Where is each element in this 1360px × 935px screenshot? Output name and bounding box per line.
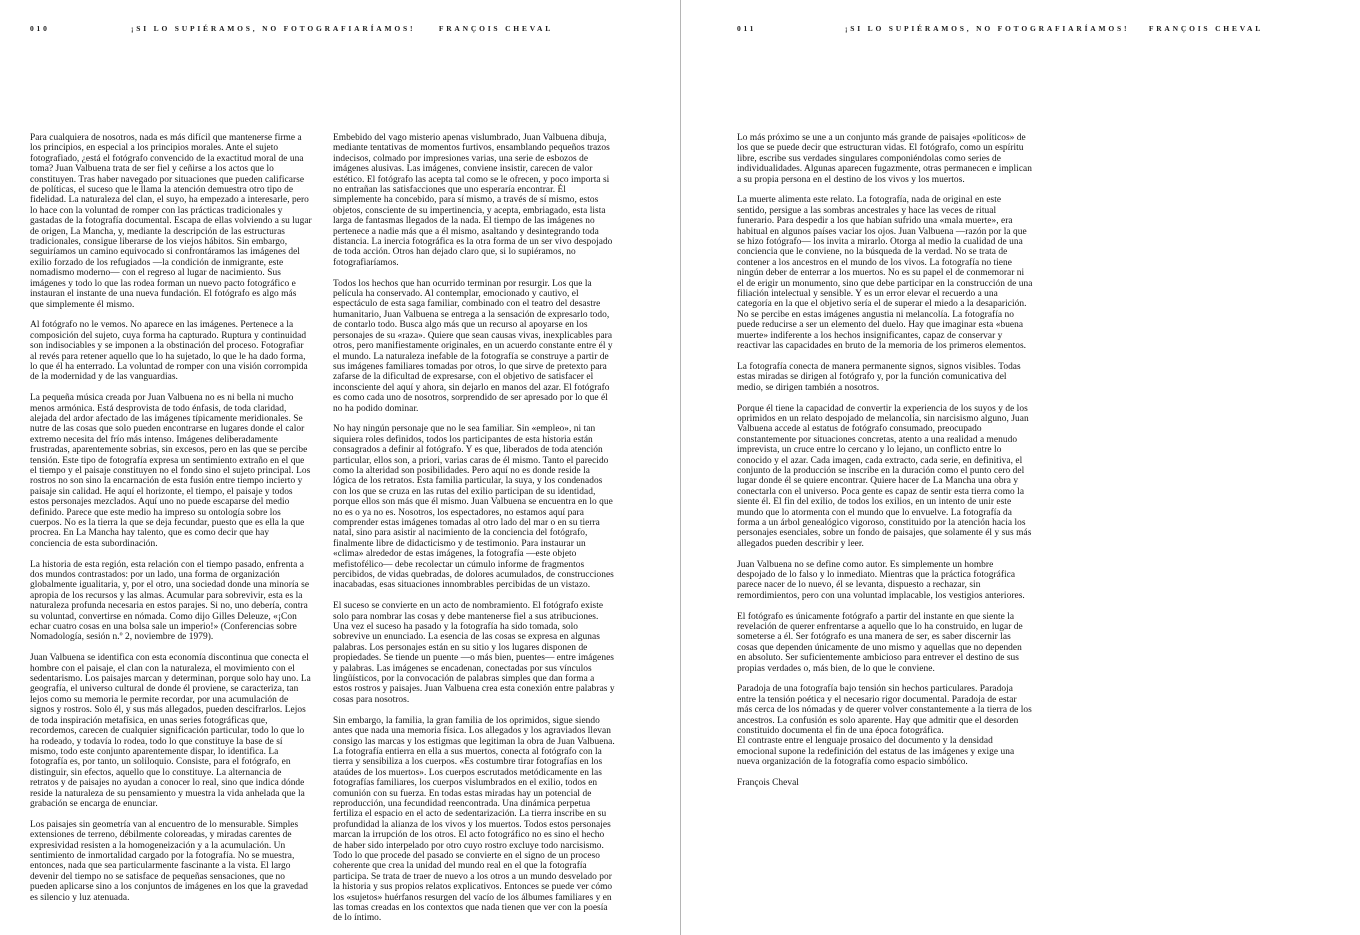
paragraph: El fotógrafo es únicamente fotógrafo a partir del instante en que siente la revelación de querer enfrentarse a aquello que lo ha construido, en lugar de someterse a él. Ser fotógrafo es una manera de ser, es saber discernir las cosas que dependen únicamente de uno mismo y aquellas que no dependen en absoluto. Ser suficientemente ambicioso para entrever el destino de sus propias verdades o, más bien, de lo que le conviene.	[737, 611, 1023, 674]
paragraph: Sin embargo, la familia, la gran familia de los oprimidos, sigue siendo antes que nada una memoria física. Los allegados y los agraviados llevan consigo las marcas y los estigmas que legitiman la obra de Juan Valbuena. La fotografía entierra en ella a sus muertos, conecta al fotógrafo con la tierra y sensibiliza a los cuerpos. «Es costumbre tirar fotografías en los ataúdes de los muertos». Los cuerpos escrutados metódicamente en las fotografías familiares, los cuerpos vislumbrados en el exilio, todos en comunión con su fuerza. En todas estas miradas hay un potencial de reproducción, una fecundidad reencontrada. Una dinámica perpetua fertiliza el espacio en el acto de sedentarización. La tierra inscribe en su profundidad la alianza de los vivos y los muertos. Todos estos personajes marcan la irrupción de los otros. El acto fotográfico no es sino el hecho de haber sido interpelado por otro cuyo rostro excluye todo narcisismo. Todo lo que procede del pasado se convierte en el signo de un proceso coherente que crea la unidad del mundo real en el que la fotografía participa. Se trata de traer de nuevo a los otros a un mundo desvelado por la historia y sus propios relatos explicativos. Entonces se puede ver cómo los «sujetos» huérfanos resurgen del vacío de los álbumes familiares y en las tomas creadas en los contextos que nada tienen que ver con la poesía de lo íntimo.	[333, 715, 615, 924]
paragraph: Para cualquiera de nosotros, nada es más difícil que mantenerse firme a los principios, en especial a los principios morales. Ante el sujeto fotografiado, ¿está el fotógrafo convencido de la exactitud moral de una toma? Juan Valbuena trata de ser fiel y ceñirse a los actos que lo constituyen. Tras haber navegado por situaciones que pueden calificarse de políticas, el suceso que le llama la atención demuestra otro tipo de fidelidad. La naturaleza del clan, el suyo, ha empezado a interesarle, pero lo hace con la voluntad de romper con las prácticas tradicionales y gastadas de la fotografía documental. Escapa de ellas volviendo a su lugar de origen, La Mancha, y, mediante la descripción de las estructuras tradicionales, consigue liberarse de los viejos hábitos. Sin embargo, seguiríamos un camino equivocado si confrontáramos las imágenes del exilio forzado de los refugiados —la condición de inmigrante, este nomadismo moderno— con el regreso al lugar de nacimiento. Sus imágenes y todo lo que las rodea forman un nuevo pacto fotográfico e instauran el instante de una nueva fundación. El fotógrafo es algo más que simplemente él mismo.	[30, 133, 312, 310]
paragraph: Embebido del vago misterio apenas vislumbrado, Juan Valbuena dibuja, mediante tentativas de momentos furtivos, ensamblando pequeños trazos indecisos, colmado por impresiones varias, una serie de esbozos de imágenes alusivas. Las imágenes, conviene insistir, carecen de valor estético. El fotógrafo las acepta tal como se le ofrecen, y poco importa si no entrañan las satisfacciones que uno esperaría encontrar. Él simplemente ha concebido, para sí mismo, a través de sí mismo, estos objetos, consciente de su impertinencia, y acepta, embriagado, esta lista larga de fantasmas llegados de la nada. El tiempo de las imágenes no pertenece a nadie más que a él mismo, asaltando y desintegrando toda distancia. La inercia fotográfica es la otra forma de un ser vivo despojado de toda acción. Otros han dejado claro que, si lo supiéramos, no fotografiaríamos.	[333, 133, 613, 268]
paragraph: El contraste entre el lenguaje prosaico del documento y la densidad emocional supone la redefinición del estatus de las imágenes y exige una nueva organización de la fotografía como espacio simbólico.	[737, 736, 1015, 768]
paragraph: Al fotógrafo no le vemos. No aparece en las imágenes. Pertenece a la composición del sujeto, cuya forma ha capturado. Ruptura y continuidad son indisociables y se imponen a la obstinación del proceso. Fotografiar al revés para retener aquello que lo ha sujetado, lo que le ha dado forma, lo que él ha enterrado. La voluntad de romper con una visión corrompida de la modernidad y de las vanguardias.	[30, 320, 308, 383]
running-header-right	[737, 24, 1263, 36]
running-author-left: FRANÇOIS CHEVAL	[438, 24, 553, 33]
paragraph: No hay ningún personaje que no le sea familiar. Sin «empleo», ni tan siquiera roles definidos, todos los participantes de esta historia están consagrados a definir al fotógrafo. Y es que, liberados de toda atención particular, ellos son, a priori, varias caras de él mismo. Tanto el parecido como la alteridad son posibilidades. Pero aquí no es donde reside la lógica de los retratos. Esta familia particular, la suya, y los condenados con los que se cruza en las rutas del exilio participan de su identidad, porque ellos son más que él mismo. Juan Valbuena se encuentra en lo que no es o ya no es. Nosotros, los espectadores, no estamos aquí para comprender estas imágenes tomadas al otro lado del mar o en su tierra natal, sino para asistir al nacimiento de la conciencia del fotógrafo, finalmente libre de didacticismo y de testimonio. Para instaurar un «clima» alrededor de estas imágenes, la fotografía —este objeto mefistofélico— debe recolectar un cúmulo informe de fragmentos percibidos, de vidas quebradas, de dolores acumulados, de construcciones inacabadas, esas situaciones innombrables percibidas de un vistazo.	[333, 424, 614, 591]
paragraph: Lo más próximo se une a un conjunto más grande de paisajes «políticos» de los que se puede decir que estructuran vidas. El fotógrafo, como un espíritu libre, escribe sus verdades singulares componiéndolas como series de individualidades. Algunas aparecen fugazmente, otras permanecen e implican a su propia persona en el destino de los vivos y los muertos.	[737, 133, 1032, 185]
paragraph: La muerte alimenta este relato. La fotografía, nada de original en este sentido, persigue a las sombras ancestrales y hace las veces de ritual funerario. Para despedir a los que habían sufrido una «mala muerte», era habitual en algunos países vaciar los ojos. Juan Valbuena —razón por la que se hizo fotógrafo— los invita a mirarlo. Otorga al medio la cualidad de una conciencia que le conviene, no la búsqueda de la verdad. No se trata de contener a los ancestros en el mundo de los vivos. La fotografía no tiene ningún deber de enterrar a los muertos. No es su papel el de conmemorar ni el de erigir un monumento, sino que debe participar en la construcción de una filiación intelectual y sensible. Y es un error elevar el recuerdo a una categoría en la que el objetivo sería el de superar el miedo a la desaparición. No se percibe en estas imágenes angustia ni melancolía. La fotografía no puede reducirse a ser un elemento del duelo. Hay que imaginar esta «buena muerte» indiferente a los hechos insignificantes, capaz de conservar y reactivar las capacidades en bruto de la memoria de los primeros elementos.	[737, 195, 1033, 352]
paragraph: Paradoja de una fotografía bajo tensión sin hechos particulares. Paradoja entre la tensión poética y el necesario rigor documental. Paradoja de estar más cerca de los nómadas y de querer volver constantemente a la tierra de los ancestros. La confusión es solo aparente. Hay que admitir que el desorden constituido documenta el fin de una época fotográfica.	[737, 684, 1032, 737]
text-column-left-2	[333, 133, 615, 934]
page-number-right: 011	[737, 24, 757, 33]
running-title-right: ¡SI LO SUPIÉRAMOS, NO FOTOGRAFIARÍAMOS!	[845, 24, 1130, 33]
paragraph: Los paisajes sin geometría van al encuentro de lo mensurable. Simples extensiones de terreno, débilmente coloreadas, y miradas carentes de expresividad resisten a la homogeneización y a la acumulación. Un sentimiento de inmortalidad cargado por la fotografía. No se muestra, entonces, nada que sea particularmente fascinante a la vista. El largo devenir del tiempo no se satisface de pequeñas sensaciones, que no pueden aplicarse sino a los conjuntos de imágenes en los que la gravedad es silencio y luz atenuada.	[30, 819, 308, 903]
paragraph: Juan Valbuena no se define como autor. Es simplemente un hombre despojado de lo falso y lo inmediato. Mientras que la práctica fotográfica parece nacer de lo nuevo, él se levanta, dispuesto a rechazar, sin remordimientos, pero con una voluntad implacable, los vestigios anteriores.	[737, 559, 1025, 601]
paragraph: El suceso se convierte en un acto de nombramiento. El fotógrafo existe solo para nombrar las cosas y debe mantenerse fiel a sus atribuciones. Una vez el suceso ha pasado y la fotografía ha sido tomada, solo sobrevive un enunciado. La esencia de las cosas se expresa en algunas palabras. Los personajes están en su sitio y los lugares disponen de propiedades. Se tiende un puente —o más bien, puentes— entre imágenes y palabras. Las imágenes se encadenan, conectadas por sus vínculos lingüísticos, por la convocación de palabras simples que dan forma a estos rostros y paisajes. Juan Valbuena crea esta conexión entre palabras y cosas para nosotros.	[333, 601, 615, 705]
paragraph: Porque él tiene la capacidad de convertir la experiencia de los suyos y de los oprimidos en un relato despojado de melancolía, sin narcisismo alguno, Juan Valbuena accede al estatus de fotógrafo consumado, preocupado constantemente por situaciones concretas, atento a una realidad a menudo imprevista, un cruce entre lo cercano y lo lejano, un conflicto entre lo conocido y el azar. Cada imagen, cada extracto, cada serie, en definitiva, el conjunto de la producción se inscribe en la duración como el punto cero del lugar donde él se quiere encontrar. Quiere hacer de La Mancha una obra y conectarla con el universo. Poca gente es capaz de sentir esta tierra como la siente él. El fin del exilio, de todos los exilios, en un intento de unir este mundo que lo atormenta con el mundo que lo envuelve. La fotografía da forma a un árbol genealógico vigoroso, constituido por la atención hacia los personajes esenciales, sobre un fondo de paisajes, que solamente él y sus más allegados pueden describir y leer.	[737, 403, 1032, 549]
page-gutter-divider	[680, 0, 681, 935]
running-title-left: ¡SI LO SUPIÉRAMOS, NO FOTOGRAFIARÍAMOS!	[131, 24, 416, 33]
text-column-right-1	[737, 133, 1033, 799]
paragraph: François Cheval	[737, 778, 799, 789]
paragraph: La pequeña música creada por Juan Valbuena no es ni bella ni mucho menos armónica. Está desprovista de todo énfasis, de toda claridad, alejada del ardor afectado de las imágenes típicamente meridionales. Se nutre de las cosas que solo pueden encontrarse en lugares donde el calor extremo necesita del frío más intenso. Imágenes deliberadamente frustradas, aparentemente sobrias, sin excesos, pero en las que se percibe tensión. Este tipo de fotografía expresa un sentimiento extraño en el que el tiempo y el paisaje constituyen no el fondo sino el sujeto principal. Los rostros no son sino la encarnación de esta fusión entre tiempo incierto y paisaje sin calidad. He aquí el horizonte, el tiempo, el paisaje y todos estos personajes mezclados. Aquí uno no puede escaparse del medio definido. Parece que este medio ha impreso su ontología sobre los cuerpos. No es la tierra la que se deja fecundar, puesto que es ella la que procrea. En La Mancha hay talento, que es como decir que hay conciencia de esta subordinación.	[30, 393, 311, 549]
paragraph: Todos los hechos que han ocurrido terminan por resurgir. Los que la película ha conservado. Al contemplar, emocionado y cautivo, el espectáculo de esta saga familiar, combinado con el teatro del desastre humanitario, Juan Valbuena se entrega a la sensación de expresarlo todo, de contarlo todo. Busca algo más que un recurso al apoyarse en los personajes de su «raza». Quiere que sean causas vivas, inexplicables para otros, pero manifiestamente originales, en un acuerdo constante entre él y el mundo. La naturaleza inefable de la fotografía se construye a partir de sus imágenes familiares tomadas por otros, lo que sirve de pretexto para zafarse de la dificultad de expresarse, con el objetivo de satisfacer el inconsciente del aquí y ahora, sin dejarlo en manos del azar. El fotógrafo es como cada uno de nosotros, sorprendido de ser apresado por lo que él no ha podido dominar.	[333, 278, 613, 414]
text-column-left-1	[30, 133, 312, 913]
paragraph: La fotografía conecta de manera permanente signos, signos visibles. Todas estas miradas se dirigen al fotógrafo y, por la función comunicativa del medio, se dirigen también a nosotros.	[737, 361, 1021, 393]
paragraph: La historia de esta región, esta relación con el tiempo pasado, enfrenta a dos mundos contrastados: por un lado, una forma de organización globalmente igualitaria, y, por el otro, una sociedad donde una minoría se apropia de los recursos y las almas. Acumular para sobrevivir, esta es la naturaleza profunda necesaria en estos parajes. Si no, uno debería, contra su voluntad, convertirse en nómada. Como dijo Gilles Deleuze, «¡Con echar cuatro cosas en una bolsa sale un imperio!» (Conferencias sobre Nomadología, sesión n.º 2, noviembre de 1979).	[30, 559, 310, 643]
running-header-left	[30, 24, 553, 36]
paragraph: Juan Valbuena se identifica con esta economía discontinua que conecta el hombre con el paisaje, el clan con la naturaleza, el movimiento con el sedentarismo. Los paisajes marcan y determinan, porque solo hay uno. La geografía, el universo cultural de donde él proviene, se caracteriza, tan lejos como su memoria le permite recordar, por una acumulación de signos y rostros. Solo él, y sus más allegados, pueden descifrarlos. Lejos de toda inspiración metafísica, en unas series fotográficas que, recordemos, carecen de cualquier significación particular, todo lo que lo ha rodeado, y todavía lo rodea, todo lo que constituye la base de sí mismo, todo este conjunto aparentemente dispar, lo identifica. La fotografía es, por tanto, un soliloquio. Consiste, para el fotógrafo, en distinguir, sin efectos, aquello que lo constituye. La alternancia de retratos y de paisajes no ayudan a conocer lo real, sino que indica dónde reside la naturaleza de su pensamiento y muestra la vida anhelada que la grabación se encarga de enunciar.	[30, 653, 311, 809]
page-number-left: 010	[30, 24, 50, 33]
running-author-right: FRANÇOIS CHEVAL	[1148, 24, 1263, 33]
